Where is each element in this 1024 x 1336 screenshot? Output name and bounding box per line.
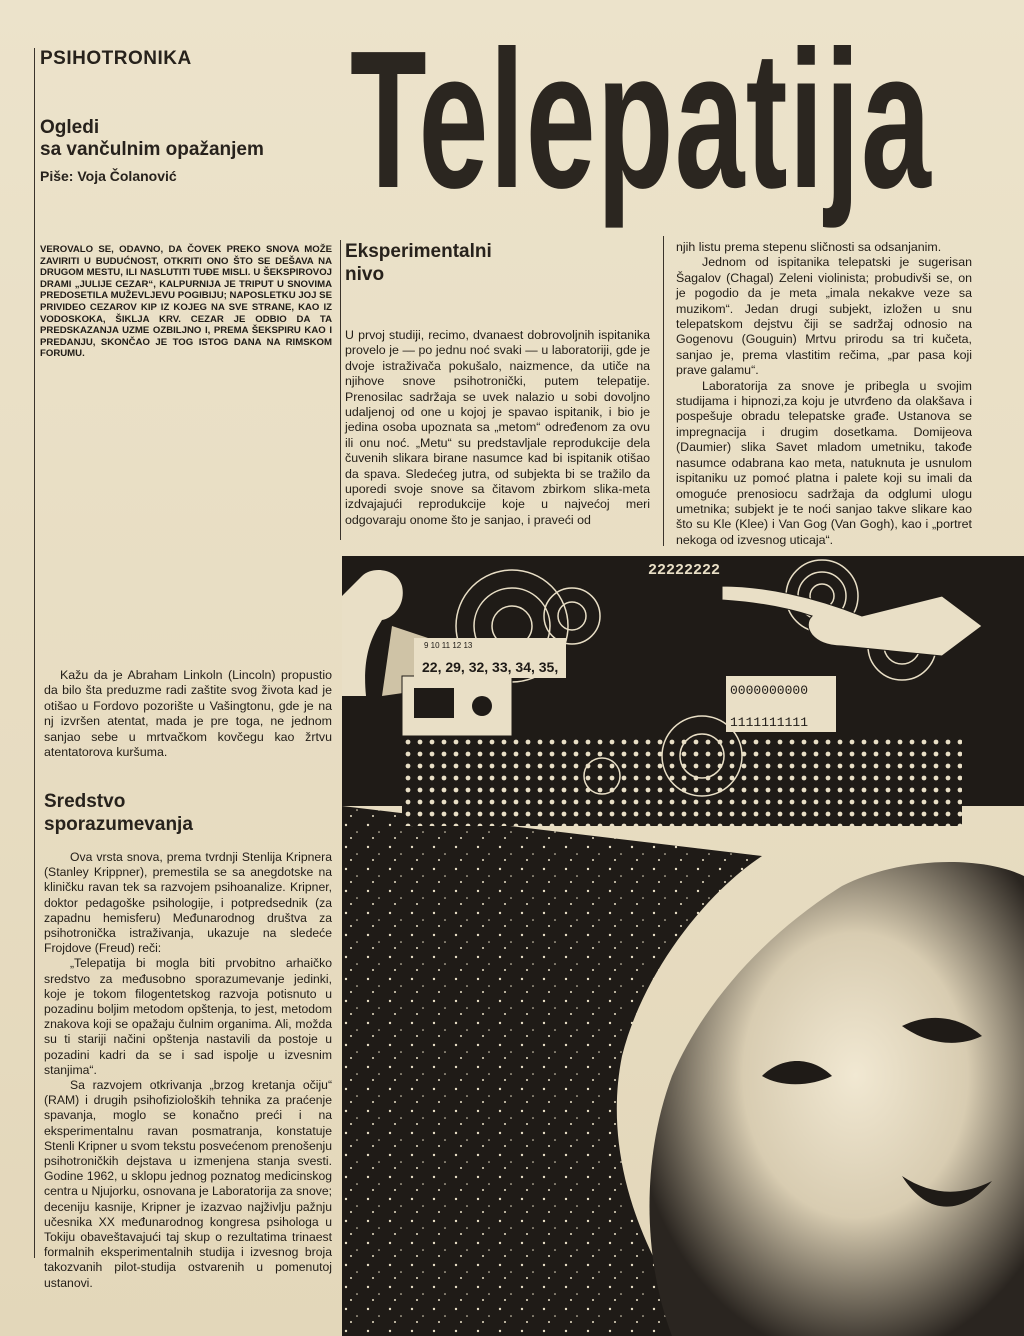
means-paragraph-1: Ova vrsta snova, prema tvrdnji Stenlija Kripnera (Stanley Krippner), premestila se sa anegdotske na kliničku ravan tek sa razvojem psihoanalize. Kripner, doktor pedagoške psihologije, i potpredsednik (za zapadnu hemisferu) Međunarodnog društva za psihotronička istraživanja, ukazuje na sledeće Frojdove (Freud) reči: xyxy=(44,850,332,956)
counter-panel xyxy=(726,676,836,732)
counter-ones: 1111111111 xyxy=(730,715,809,730)
lincoln-paragraph: Kažu da je Abraham Linkoln (Lincoln) propustio da bilo šta preduzme radi zaštite svog života kad je otišao u Fordovo pozorište u Vašingtonu, gde je na nj izvršen atentat, mada je pre toga, ne jednom sanjao sebe u mrtvačkom kovčegu kao žrtvu atentatorova kuršuma. xyxy=(44,668,332,760)
means-paragraph-3: Sa razvojem otkrivanja „brzog kretanja očiju“ (RAM) i drugih psihofizioloških tehnika za praćenje spavanja, moglo se konačno preći i na eksperimentalnu ravan posmatranja, konstatuje Stenli Kripner u svom tekstu posvećenom prenošenju psihotroničkih dejstava u izmenjena stanja svesti. Godine 1962, u sklopu jednog poznatog medicinskog centra u Njujorku, osnovana je Laboratorija za snove; deceniju kasnije, Kripner je izazvao najživlju pažnju učesnika XX međunarodnog kongresa psihologa u Tokiju obaveštavajući taj skup o rezultatima trinaest formalnih eksperimentalnih studija i izvesnog broja takozvanih pilot-studija ostvarenih u pomenutoj ustanovi. xyxy=(44,1078,332,1290)
col3-paragraph-2: Jednom od ispitanika telepatski je sugerisan Šagalov (Chagal) Zeleni violinista; probudivši se, on je pogodio da je meta „imala nekakve veze sa muzikom“. Jedan drugi subjekt, izložen u snu telepatskom dejstvu čiji se sadržaj odnosio na Gogenovu (Gouguin) Mrtvu prirodu sa tri kučeta, sanjao je, prema vlastitim rečima, „par pasa koji prave galamu“. xyxy=(676,255,972,378)
column-3 xyxy=(676,240,972,548)
experimental-paragraph: U prvoj studiji, recimo, dvanaest dobrovoljnih ispitanika provelo je — po jednu noć svaki — u laboratoriji, gde je dvoje istraživača pokušalo, naizmence, da utiče na njihove snove psihotronički, putem telepatije. Prenosilac sadržaja se uvek nalazio u sobi dovoljno udaljenoj od one u kojoj je spavao ispitanik, i bio je jedina osoba upoznata sa „metom“ određenom za ovu ili onu noć. „Metu“ su predstavljale reprodukcije dela čuvenih slikara birane nasumce kad bi ispitanik otišao da spava. Sledećeg jutra, od subjekta bi se tražilo da uporedi svoje snove sa čitavom zbirkom slika-meta izdvajajući reprodukcije koje u najvećoj meri odgovaraju onome što je sanjao, i praveći od xyxy=(345,328,650,527)
column-rule-3 xyxy=(663,236,664,546)
dot-grid xyxy=(402,736,962,826)
counter-zeros: 0000000000 xyxy=(730,683,809,698)
number-card xyxy=(414,638,566,678)
subtitle-line-1: Ogledi xyxy=(40,117,100,138)
heading-line-1: Sredstvo xyxy=(44,791,126,812)
col3-paragraph-1: njih listu prema stepenu sličnosti sa odsanjanim. xyxy=(676,240,942,254)
byline: Piše: Voja Čolanović xyxy=(40,168,177,184)
section-heading-experimental xyxy=(345,240,650,286)
section-heading-means xyxy=(44,790,332,836)
face xyxy=(650,862,1024,1336)
ticker-text: 22222222 xyxy=(648,562,721,579)
lincoln-block xyxy=(44,668,332,760)
col3-paragraph-3: Laboratorija za snove je pribegla u svojim studijama i hipnozi,za koju je utvrđeno da olakšava i pospešuje obradu telepatske građe. Ustanova se impregnacija i drugim dosetkama. Domijeova (Daumier) slika Savet mladom umetniku, takođe nasumce odabrana kao meta, natuknuta je usnulom ispitaniku uz pomoć platna i palete koji su imali da omoguće prenosiocu sadržaja da odglumi ulogu umetnika; subjekt je te noći sanjao takve slikare kao što su Kle (Klee) i Van Gog (Van Gogh), kao i „portret nekoga od izvesnog uticaja“. xyxy=(676,378,972,547)
telepathy-illustration xyxy=(342,556,1024,1336)
heading-line-1: Eksperimentalni xyxy=(345,241,492,262)
heading-line-2: sporazumevanja xyxy=(44,814,193,835)
section-kicker: PSIHOTRONIKA xyxy=(40,48,192,69)
card-top-numbers: 9 10 11 12 13 xyxy=(424,641,473,650)
lead-paragraph: VEROVALO SE, ODAVNO, DA ČOVEK PREKO SNOVA MOŽE ZAVIRITI U BUDUĆNOST, OTKRITI ONO ŠTO SE DEŠAVA NA DRUGOM MESTU, ILI NASLUTITI TUĐE MISLI. U ŠEKSPIROVOJ DRAMI „JULIJE CEZAR“, KALPURNIJA JE TRIPUT U SNOVIMA PREDOSETILA MUŽEVLJEVU POGIBIJU; NAPOSLETKU JOJ SE PRIVIDEO CEZAROV KIP IZ KOJEG NA SVE STRANE, KAO IZ VODOSKOKA, ŠIKLJA KRV. CEZAR JE ODBIO DA TA PREDSKAZANJA UZME OZBILJNO I, PREMA ŠEKSPIRU KAO I PREDANJU, SKONČAO JE TOG ISTOG DANA NA RIMSKOM FORUMU. xyxy=(40,244,332,360)
column-1-section xyxy=(44,790,332,1291)
column-2 xyxy=(345,240,650,528)
left-margin-rule xyxy=(34,48,35,1258)
heading-line-2: nivo xyxy=(345,264,385,285)
means-paragraph-2: „Telepatija bi mogla biti prvobitno arhaičko sredstvo za međusobno sporazumevanje jedinki, koje je tokom filogentetskog razvoja potisnuto u pozadinu boljim metodom opštenja, to jest, metodom znakova koji se opažaju čulnim organima. Ali, možda su ti stariji načini opštenja nastavili da postoje u pozadini kadri da se i sad ispolje u izvesnim stanjima“. xyxy=(44,956,332,1077)
card-numbers: 22, 29, 32, 33, 34, 35, xyxy=(422,659,559,675)
column-rule-2 xyxy=(340,240,341,540)
headline: Telepatija xyxy=(350,10,933,229)
article-subtitle xyxy=(40,117,264,161)
subtitle-line-2: sa vančulnim opažanjem xyxy=(40,139,264,160)
